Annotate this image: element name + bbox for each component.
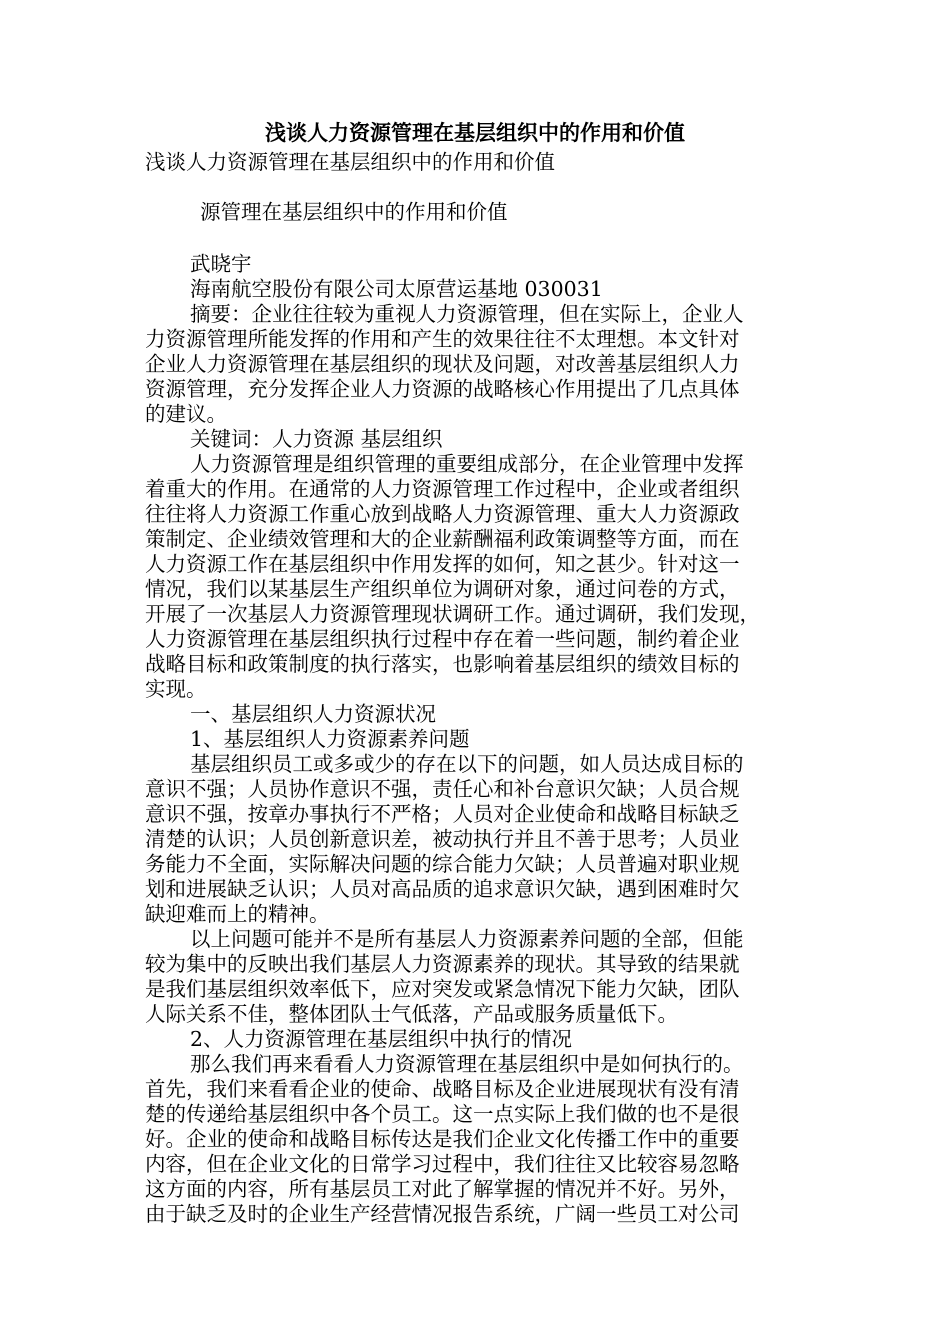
author-affiliation: 海南航空股份有限公司太原营运基地 030031 bbox=[190, 277, 603, 301]
text-line: 人力资源管理是组织管理的重要组成部分，在企业管理中发挥 bbox=[190, 452, 744, 476]
text-line: 资源管理，充分发挥企业人力资源的战略核心作用提出了几点具体 bbox=[145, 377, 740, 401]
text-line: 务能力不全面，实际解决问题的综合能力欠缺；人员普遍对职业规 bbox=[145, 852, 740, 876]
text-line: 基层组织员工或多或少的存在以下的问题，如人员达成目标的 bbox=[190, 752, 744, 776]
text-line: 内容，但在企业文化的日常学习过程中，我们往往又比较容易忽略 bbox=[145, 1152, 740, 1176]
subsection-heading: 2、人力资源管理在基层组织中执行的情况 bbox=[190, 1027, 573, 1051]
text-line: 好。企业的使命和战略目标传达是我们企业文化传播工作中的重要 bbox=[145, 1127, 740, 1151]
text-line: 开展了一次基层人力资源管理现状调研工作。通过调研，我们发现， bbox=[145, 602, 760, 626]
text-line: 力资源管理所能发挥的作用和产生的效果往往不太理想。本文针对 bbox=[145, 327, 740, 351]
text-line: 意识不强；人员协作意识不强，责任心和补台意识欠缺；人员合规 bbox=[145, 777, 740, 801]
author-name: 武晓宇 bbox=[190, 252, 252, 276]
subsection-heading: 1、基层组织人力资源素养问题 bbox=[190, 727, 470, 751]
text-line: 情况，我们以某基层生产组织单位为调研对象，通过问卷的方式， bbox=[145, 577, 740, 601]
text-line: 首先，我们来看看企业的使命、战略目标及企业进展现状有没有清 bbox=[145, 1077, 740, 1101]
text-line: 是我们基层组织效率低下，应对突发或紧急情况下能力欠缺，团队 bbox=[145, 977, 740, 1001]
text-line: 人际关系不佳，整体团队士气低落，产品或服务质量低下。 bbox=[145, 1002, 678, 1026]
section-heading: 一、基层组织人力资源状况 bbox=[190, 702, 436, 726]
text-line: 往往将人力资源工作重心放到战略人力资源管理、重大人力资源政 bbox=[145, 502, 740, 526]
text-line: 着重大的作用。在通常的人力资源管理工作过程中，企业或者组织 bbox=[145, 477, 740, 501]
text-line: 的建议。 bbox=[145, 402, 227, 426]
text-line: 人力资源管理在基层组织执行过程中存在着一些问题，制约着企业 bbox=[145, 627, 740, 651]
text-line: 楚的传递给基层组织中各个员工。这一点实际上我们做的也不是很 bbox=[145, 1102, 740, 1126]
text-line: 企业人力资源管理在基层组织的现状及问题，对改善基层组织人力 bbox=[145, 352, 740, 376]
text-line: 那么我们再来看看人力资源管理在基层组织中是如何执行的。 bbox=[190, 1052, 744, 1076]
text-line: 战略目标和政策制度的执行落实，也影响着基层组织的绩效目标的 bbox=[145, 652, 740, 676]
document-title: 浅谈人力资源管理在基层组织中的作用和价值 bbox=[265, 121, 685, 145]
text-line: 这方面的内容，所有基层员工对此了解掌握的情况并不好。另外， bbox=[145, 1177, 740, 1201]
text-line: 清楚的认识；人员创新意识差，被动执行并且不善于思考；人员业 bbox=[145, 827, 740, 851]
text-line: 较为集中的反映出我们基层人力资源素养的现状。其导致的结果就 bbox=[145, 952, 740, 976]
text-line: 人力资源工作在基层组织中作用发挥的如何，知之甚少。针对这一 bbox=[145, 552, 740, 576]
text-line: 划和进展缺乏认识；人员对高品质的追求意识欠缺，遇到困难时欠 bbox=[145, 877, 740, 901]
keywords-line: 关键词：人力资源 基层组织 bbox=[190, 427, 443, 451]
partial-heading: 源管理在基层组织中的作用和价值 bbox=[200, 200, 508, 224]
text-line: 缺迎难而上的精神。 bbox=[145, 902, 330, 926]
text-line: 策制定、企业绩效管理和大的企业薪酬福利政策调整等方面，而在 bbox=[145, 527, 740, 551]
text-line: 以上问题可能并不是所有基层人力资源素养问题的全部，但能 bbox=[190, 927, 744, 951]
text-line: 意识不强，按章办事执行不严格；人员对企业使命和战略目标缺乏 bbox=[145, 802, 740, 826]
document-subtitle: 浅谈人力资源管理在基层组织中的作用和价值 bbox=[145, 150, 555, 174]
text-line: 由于缺乏及时的企业生产经营情况报告系统，广阔一些员工对公司 bbox=[145, 1202, 740, 1226]
text-line: 实现。 bbox=[145, 677, 207, 701]
text-line: 摘要：企业往往较为重视人力资源管理，但在实际上，企业人 bbox=[190, 302, 744, 326]
